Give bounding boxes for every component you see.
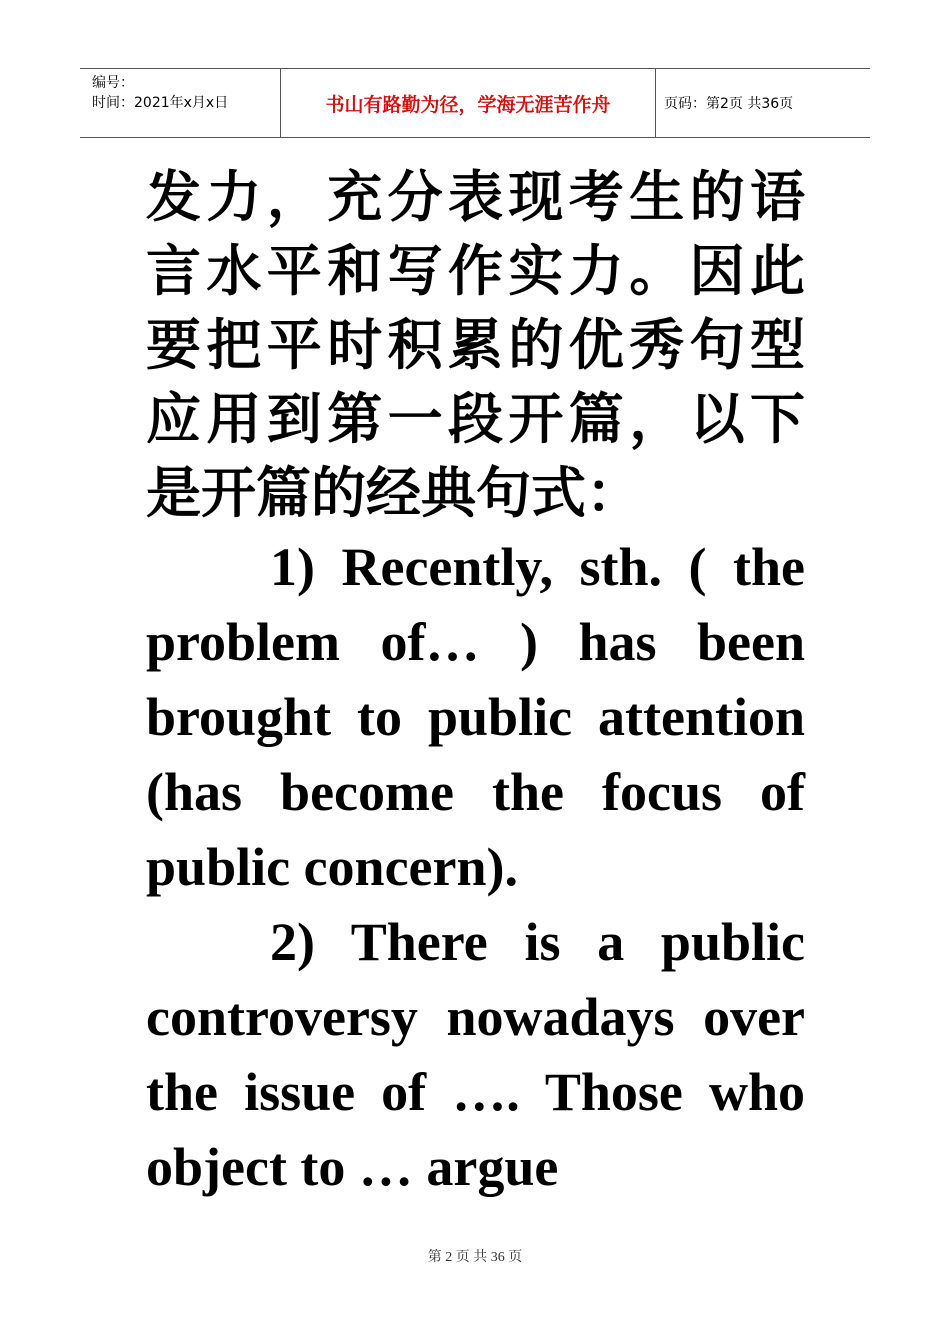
document-time-label: 时间：2021年x月x日 [92,95,229,111]
header-meta [80,69,280,137]
chinese-paragraph: 发力，充分表现考生的语言水平和写作实力。因此要把平时积累的优秀句型应用到第一段开篇，以下是开篇的经典句式： [146,165,805,525]
page-footer: 第 2 页 共 36 页 [427,1250,523,1265]
document-number-label: 编号： [92,75,134,91]
header-motto: 书山有路勤为径，学海无涯苦作舟 [280,69,656,137]
header-page-info: 页码：第2页 共36页 [664,96,794,112]
page-header [80,68,870,138]
document-body [146,160,805,1205]
example-sentence-2: 2) There is a public controversy nowadays over the issue of …. Those who object to … argue [146,912,805,1197]
example-sentence-1: 1) Recently, sth. ( the problem of… ) has been brought to public attention (has become the focus of public concern). [146,537,805,897]
